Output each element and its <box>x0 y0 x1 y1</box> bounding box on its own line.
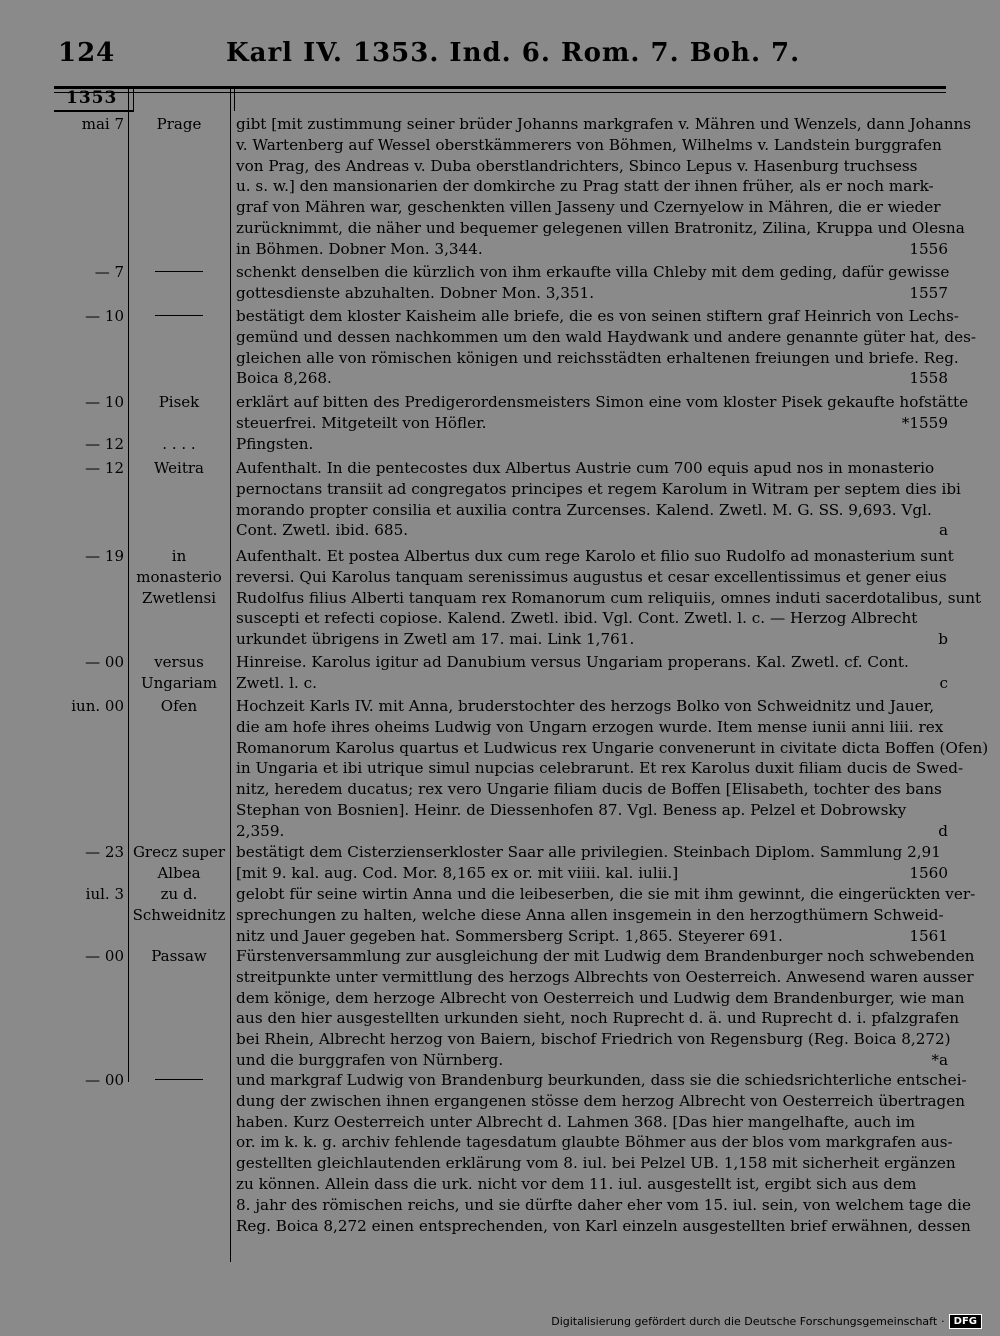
entry-date: — 7 <box>94 263 124 281</box>
regest-number: 1557 <box>909 283 948 302</box>
text-line: bestätigt dem Cisterzienserkloster Saar alle privilegien. Steinbach Diplom. Sammlung 2,91 <box>236 843 941 861</box>
entry-text <box>236 546 982 650</box>
entry-place: in monasterio Zwetlensi <box>136 547 222 607</box>
entry-place <box>128 262 230 283</box>
text-line: v. Wartenberg auf Wessel oberstkämmerers von Böhmen, Wilhelms v. Landstein burggrafen <box>236 135 942 154</box>
text-last-line <box>236 629 948 650</box>
text-line: bei Rhein, Albrecht herzog von Baiern, bischof Friedrich von Regensburg (Reg. Boica 8,272) <box>236 1030 951 1049</box>
text-last-line <box>236 413 948 434</box>
ditto-dash <box>155 315 203 316</box>
text-line: Stephan von Bosnien]. Heinr. de Diessenhofen 87. Vgl. Beness ap. Pelzel et Dobrowsky <box>236 800 907 819</box>
text-line: dung der zwischen ihnen ergangenen stösse dem herzog Albrecht von Oesterreich übertragen <box>236 1091 965 1110</box>
text-line: nitz, heredem ducatus; rex vero Ungarie filiam ducis de Boffen [Elisabeth, tochter des bans <box>236 780 942 799</box>
regest-number: 1560 <box>909 863 948 882</box>
entry-date: iun. 00 <box>71 697 124 715</box>
text-last-line <box>236 673 948 694</box>
entry-date: — 00 <box>85 1071 124 1089</box>
entry-text <box>236 262 948 304</box>
text-line: sprechungen zu halten, welche diese Anna allen insgemein in den herzogthümern Schweid- <box>236 905 944 924</box>
entry-text <box>236 458 961 541</box>
text-line: in Böhmen. Dobner Mon. 3,344. <box>236 239 483 258</box>
text-line: gemünd und dessen nachkommen um den wald Haydwank und andere genannte güter hat, des- <box>236 327 977 346</box>
text-line: schenkt denselben die kürzlich von ihm erkaufte villa Chleby mit dem geding, dafür gewisse <box>236 263 950 281</box>
entry-place <box>128 306 230 327</box>
entry-place: versus Ungariam <box>141 653 217 692</box>
text-line: Cont. Zwetl. ibid. 685. <box>236 521 409 540</box>
entry-place: Grecz super Albea <box>132 843 226 882</box>
entry-place: Prage <box>156 115 202 133</box>
text-line: Pfingsten. <box>236 435 314 453</box>
text-line: or. im k. k. g. archiv fehlende tagesdatum glaubte Böhmer aus der blos vom markgrafen aus- <box>236 1133 953 1152</box>
text-line: reversi. Qui Karolus tanquam serenissimus augustus et cesar excellentissimus et gener eius <box>236 567 947 586</box>
text-line: von Prag, des Andreas v. Duba oberstlandrichters, Sbinco Lepus v. Hasenburg truchsess <box>236 156 918 175</box>
text-line: haben. Kurz Oesterreich unter Albrecht d. Lahmen 368. [Das hier mangelhafte, auch im <box>236 1112 916 1131</box>
entry-place: Pisek <box>158 393 200 411</box>
text-last-line <box>236 520 948 541</box>
running-title: Karl IV. 1353. Ind. 6. Rom. 7. Boh. 7. <box>226 38 801 68</box>
regest-number: *1559 <box>901 413 948 432</box>
text-line: morando propter consilia et auxilia contra Zurcenses. Kalend. Zwetl. M. G. SS. 9,693. Vgl. <box>236 500 932 519</box>
place-column-divider-double <box>234 87 235 111</box>
text-line: gibt [mit zustimmung seiner brüder Johanns markgrafen v. Mähren und Wenzels, dann Johanns <box>236 115 972 133</box>
entry-text <box>236 652 948 694</box>
regest-number: *a <box>931 1050 948 1069</box>
text-last-line <box>236 239 948 260</box>
regest-number: b <box>938 630 948 649</box>
text-last-line <box>236 863 948 884</box>
entry-place <box>128 1070 230 1091</box>
year-rule <box>54 110 134 112</box>
date-column-divider-double <box>133 87 134 111</box>
entry-date: — 00 <box>85 947 124 965</box>
text-line: nitz und Jauer gegeben hat. Sommersberg Script. 1,865. Steyerer 691. <box>236 926 783 945</box>
text-line: und markgraf Ludwig von Brandenburg beurkunden, dass sie die schiedsrichterliche entschei- <box>236 1071 967 1089</box>
text-line: steuerfrei. Mitgeteilt von Höfler. <box>236 413 487 432</box>
entry-place: Weitra <box>153 459 204 477</box>
text-line: pernoctans transiit ad congregatos principes et regem Karolum in Witram per septem dies ibi <box>236 479 961 498</box>
text-line: Aufenthalt. Et postea Albertus dux cum rege Karolo et filio suo Rudolfo ad monasterium sunt <box>236 547 954 565</box>
text-line: erklärt auf bitten des Predigerordensmeisters Simon eine vom kloster Pisek gekaufte hofstätte <box>236 393 969 411</box>
header-rule-thin <box>54 92 946 93</box>
entry-date: iul. 3 <box>85 885 124 903</box>
text-line: 2,359. <box>236 821 285 840</box>
entry-text <box>236 946 975 1071</box>
text-line: zurücknimmt, die näher und bequemer gelegenen villen Bratronitz, Zilina, Kruppa und Olesna <box>236 218 965 237</box>
text-line: Rudolfus filius Alberti tanquam rex Romanorum cum reliquiis, omnes induti sacerdotalibus, sunt <box>236 588 982 607</box>
text-last-line <box>236 434 948 455</box>
text-line: u. s. w.] den mansionarien der domkirche zu Prag statt der ihnen früher, als er noch mark- <box>236 177 934 196</box>
text-line: aus den hier ausgestellten urkunden sieht, noch Ruprecht d. ä. und Ruprecht d. i. pfalzgrafen <box>236 1009 960 1028</box>
ditto-dash <box>155 1079 203 1080</box>
text-line: graf von Mähren war, geschenkten villen Jasseny und Czernyelow in Mähren, die er wieder <box>236 198 941 217</box>
text-line: Romanorum Karolus quartus et Ludwicus rex Ungarie convenerunt in civitate dicta Boffen (Ofen) <box>236 738 989 757</box>
entry-text <box>236 306 977 389</box>
text-last-line <box>236 1050 948 1071</box>
entry-place: zu d. Schweidnitz <box>132 885 226 924</box>
text-line: [mit 9. kal. aug. Cod. Mor. 8,165 ex or. mit viiii. kal. iulii.] <box>236 863 679 882</box>
entry-date: — 12 <box>85 435 124 453</box>
text-line: gottesdienste abzuhalten. Dobner Mon. 3,351. <box>236 283 595 302</box>
text-line: in Ungaria et ibi utrique simul nupcias celebrarunt. Et rex Karolus duxit filiam ducis de Swed- <box>236 759 964 778</box>
entry-place: Ofen <box>160 697 198 715</box>
text-line: Boica 8,268. <box>236 369 332 388</box>
text-line: bestätigt dem kloster Kaisheim alle briefe, die es von seinen stiftern graf Heinrich von Lechs- <box>236 307 959 325</box>
regest-number: 1558 <box>909 369 948 388</box>
page-number: 124 <box>58 38 116 68</box>
text-line: gestellten gleichlautenden erklärung vom 8. iul. bei Pelzel UB. 1,158 mit sicherheit ergänzen <box>236 1154 956 1173</box>
text-last-line <box>236 368 948 389</box>
text-line: suscepti et refecti copiose. Kalend. Zwetl. ibid. Vgl. Cont. Zwetl. l. c. — Herzog Albrecht <box>236 609 918 628</box>
year-label: 1353 <box>66 88 118 108</box>
text-last-line <box>236 926 948 947</box>
regest-number: d <box>938 821 948 840</box>
entry-text <box>236 696 989 842</box>
entry-text <box>236 434 948 455</box>
place-column-divider <box>230 87 231 1262</box>
entry-date: — 10 <box>85 307 124 325</box>
regest-number: 1556 <box>909 239 948 258</box>
ditto-dash <box>155 271 203 272</box>
text-line: Zwetl. l. c. <box>236 673 318 692</box>
regest-number: c <box>939 673 948 692</box>
text-line: Hochzeit Karls IV. mit Anna, bruderstochter des herzogs Bolko von Schweidnitz und Jauer, <box>236 697 935 715</box>
text-line: Fürstenversammlung zur ausgleichung der mit Ludwig dem Brandenburger noch schwebenden <box>236 947 975 965</box>
text-line: 8. jahr des römischen reichs, und sie dürfte daher eher vom 15. iul. sein, von welchem tage die <box>236 1195 971 1214</box>
entry-date: — 00 <box>85 653 124 671</box>
text-line: und die burggrafen von Nürnberg. <box>236 1050 504 1069</box>
text-line: dem könige, dem herzoge Albrecht von Oesterreich und Ludwig dem Brandenburger, wie man <box>236 988 965 1007</box>
entry-text <box>236 114 972 260</box>
text-line: zu können. Allein dass die urk. nicht vor dem 11. iul. ausgestellt ist, ergibt sich aus dem <box>236 1174 917 1193</box>
entry-text <box>236 842 948 884</box>
entry-date: — 23 <box>85 843 124 861</box>
entry-date: — 12 <box>85 459 124 477</box>
regest-number: a <box>938 521 948 540</box>
entry-text <box>236 1070 971 1236</box>
dfg-logo: DFG <box>949 1314 982 1329</box>
text-line: streitpunkte unter vermittlung des herzogs Albrechts von Oesterreich. Anwesend waren ausser <box>236 967 974 986</box>
text-last-line <box>236 821 948 842</box>
entry-place: Passaw <box>151 947 207 965</box>
text-line: Aufenthalt. In die pentecostes dux Albertus Austrie cum 700 equis apud nos in monasterio <box>236 459 935 477</box>
text-line: gelobt für seine wirtin Anna und die leibeserben, die sie mit ihm gewinnt, die eingerückten ver- <box>236 885 976 903</box>
entry-date: mai 7 <box>81 115 124 133</box>
text-line: gleichen alle von römischen königen und reichsstädten erhaltenen freiungen und briefe. Reg. <box>236 348 959 367</box>
entry-place: . . . . <box>162 435 196 453</box>
text-line: Reg. Boica 8,272 einen entsprechenden, von Karl einzeln ausgestellten brief erwähnen, dessen <box>236 1216 971 1235</box>
footer-text: Digitalisierung gefördert durch die Deutsche Forschungsgemeinschaft <box>551 1315 938 1328</box>
entry-text <box>236 884 976 946</box>
text-line: Hinreise. Karolus igitur ad Danubium versus Ungariam properans. Kal. Zwetl. cf. Cont. <box>236 653 909 671</box>
entry-text <box>236 392 969 434</box>
footer-credit: Digitalisierung gefördert durch die Deutsche Forschungsgemeinschaft · DFG <box>551 1314 982 1329</box>
text-line: urkundet übrigens in Zwetl am 17. mai. Link 1,761. <box>236 630 635 649</box>
text-last-line <box>236 283 948 304</box>
header-rule <box>54 86 946 89</box>
regest-number: 1561 <box>909 926 948 945</box>
text-line: die am hofe ihres oheims Ludwig von Ungarn erzogen wurde. Item mense iunii anni liii. rex <box>236 717 944 736</box>
entry-date: — 10 <box>85 393 124 411</box>
entry-date: — 19 <box>85 547 124 565</box>
